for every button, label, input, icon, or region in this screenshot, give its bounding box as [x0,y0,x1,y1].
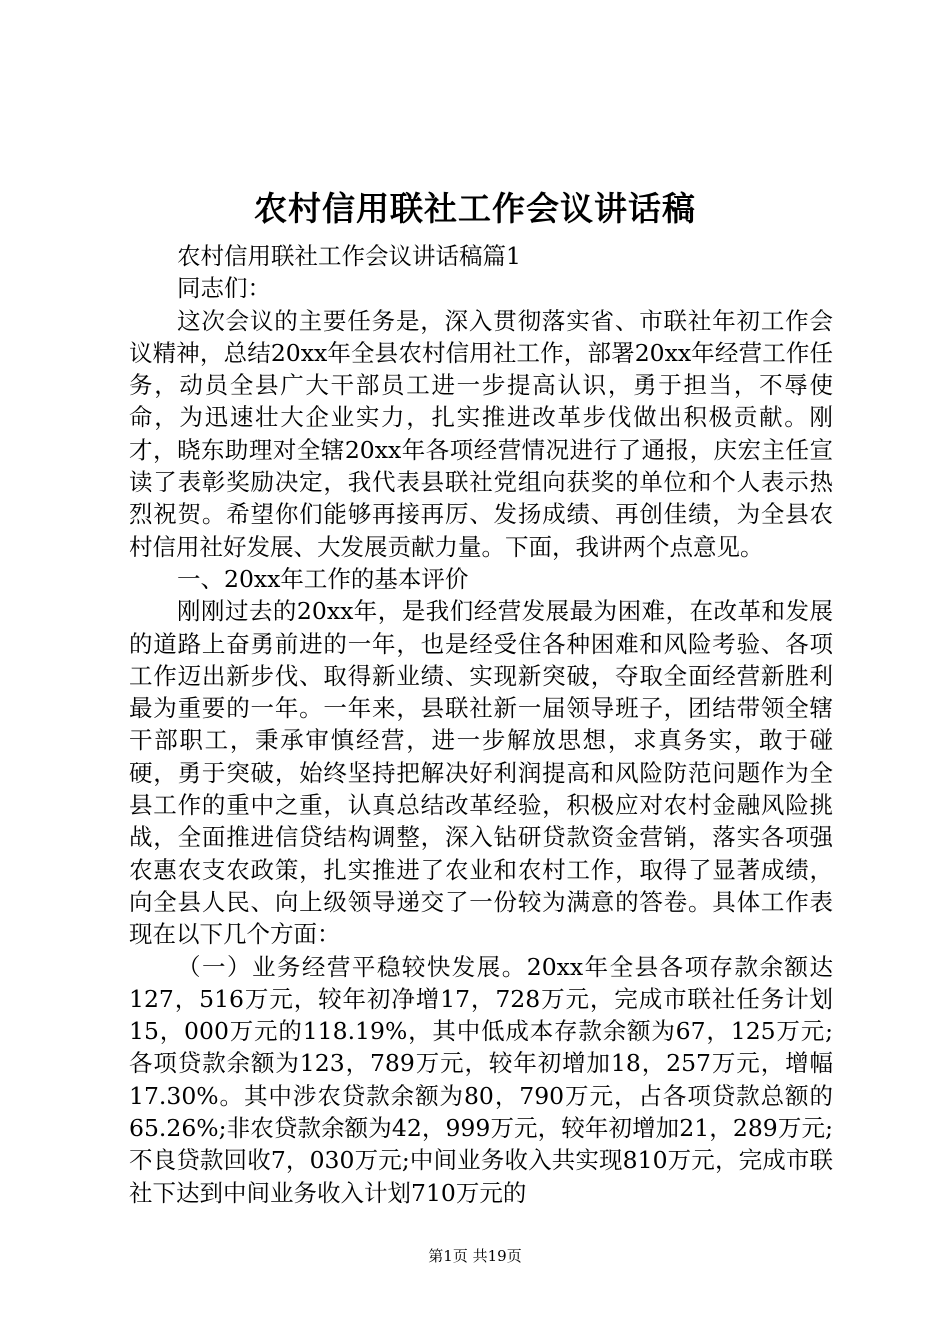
section-heading: 一、20xx年工作的基本评价 [177,564,469,593]
document-body [129,240,833,1209]
page-number-footer: 第1页 共19页 [428,1247,522,1265]
body-paragraph: 刚刚过去的20xx年，是我们经营发展最为困难，在改革和发展的道路上奋勇前进的一年，也是经受住各种困难和风险考验、各项工作迈出新步伐、取得新业绩、实现新突破，夺取全面经营新胜利最为重要的一年。一年来，县联社新一届领导班子，团结带领全辖干部职工，秉承审慎经营，进一步解放思想，求真务实，敢于碰硬，勇于突破，始终坚持把解决好利润提高和风险防范问题作为全县工作的重中之重，认真总结改革经验，积极应对农村金融风险挑战，全面推进信贷结构调整，深入钻研贷款资金营销，落实各项强农惠农支农政策，扎实推进了农业和农村工作，取得了显著成绩，向全县人民、向上级领导递交了一份较为满意的答卷。具体工作表现在以下几个方面： [129,597,833,949]
document-title: 农村信用联社工作会议讲话稿 [254,189,696,228]
salutation: 同志们： [177,274,271,303]
body-paragraph: 这次会议的主要任务是，深入贯彻落实省、市联社年初工作会议精神，总结20xx年全县农村信用社工作，部署20xx年经营工作任务，动员全县广大干部员工进一步提高认识，勇于担当，不辱使命，为迅速壮大企业实力，扎实推进改革步伐做出积极贡献。刚才，晓东助理对全辖20xx年各项经营情况进行了通报，庆宏主任宣读了表彰奖励决定，我代表县联社党组向获奖的单位和个人表示热烈祝贺。希望你们能够再接再厉、发扬成绩、再创佳绩，为全县农村信用社好发展、大发展贡献力量。下面，我讲两个点意见。 [129,306,833,561]
body-paragraph: （一）业务经营平稳较快发展。20xx年全县各项存款余额达127，516万元，较年初净增17，728万元，完成市联社任务计划15，000万元的118.19%，其中低成本存款余额为67，125万元;各项贷款余额为123，789万元，较年初增加18，257万元，增幅17.30%。其中涉农贷款余额为80，790万元，占各项贷款总额的65.26%;非农贷款余额为42，999万元，较年初增加21，289万元;不良贷款回收7，030万元;中间业务收入共实现810万元，完成市联社下达到中间业务收入计划710万元的 [129,952,833,1207]
section-heading: 农村信用联社工作会议讲话稿篇1 [177,242,521,270]
